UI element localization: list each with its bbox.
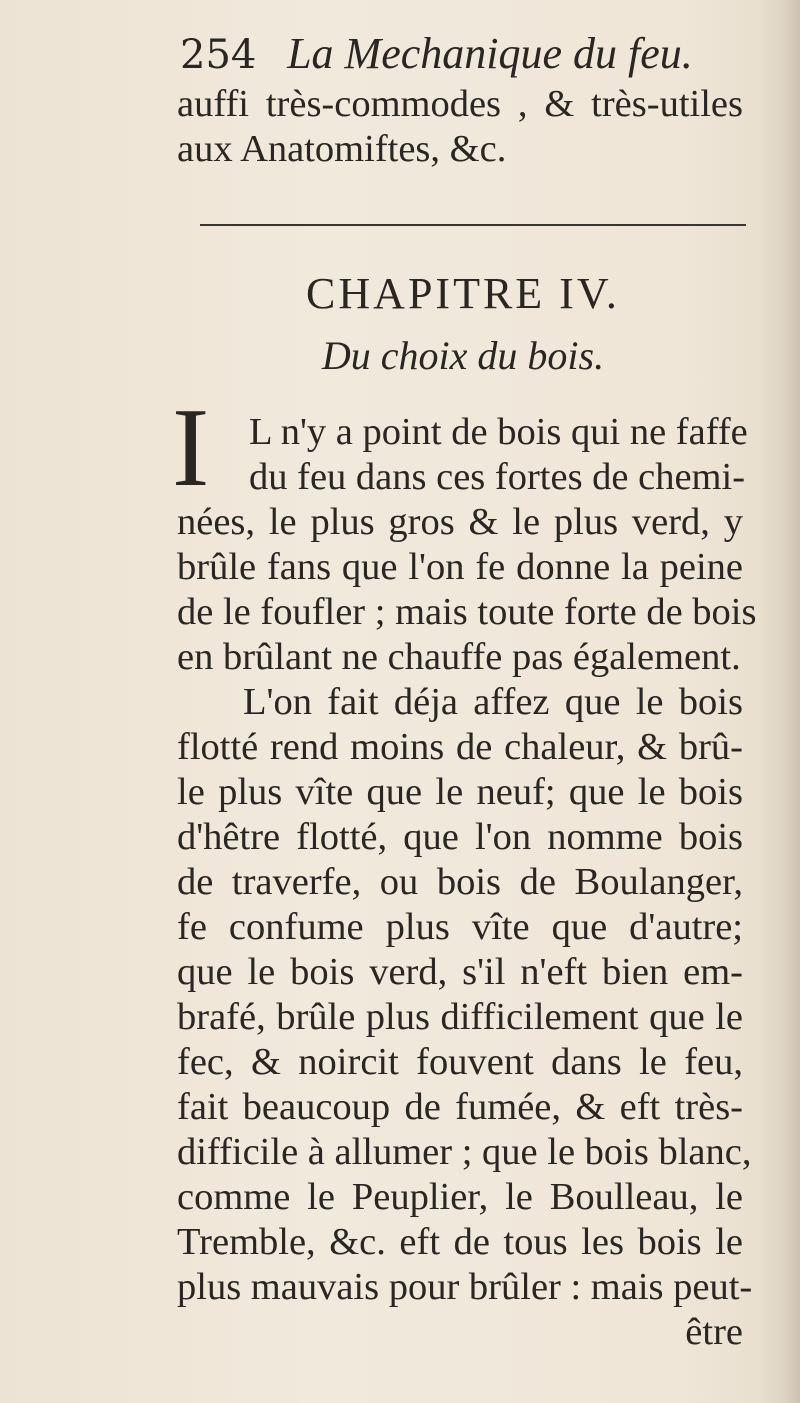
text-line: en brûlant ne chauffe pas également. — [177, 636, 741, 678]
text-line: du feu dans ces fortes de chemi- — [249, 456, 746, 498]
drop-cap: I — [172, 386, 210, 510]
body-text — [177, 500, 757, 1355]
text-line: nées, le plus gros & le plus verd, y — [177, 501, 743, 543]
text-line: de traverfe, ou bois de Boulanger, — [177, 861, 743, 903]
section-divider — [200, 224, 746, 226]
text-line: flotté rend moins de chaleur, & brû- — [177, 726, 743, 768]
text-line: d'hêtre flotté, que l'on nomme bois — [177, 816, 743, 858]
text-line: que le bois verd, s'il n'eft bien em- — [177, 951, 743, 993]
chapter-subtitle: Du choix du bois. — [321, 333, 605, 378]
page-number: 254 — [180, 32, 257, 78]
text-line: fe confume plus vîte que d'autre; — [177, 906, 743, 948]
running-head — [180, 30, 740, 79]
text-line: L n'y a point de bois qui ne faffe — [249, 411, 748, 453]
catchword: être — [685, 1311, 743, 1353]
text-line: difficile à allumer ; que le bois blanc, — [177, 1131, 752, 1173]
intro-text — [177, 82, 743, 172]
text-line: de le foufler ; mais toute forte de bois — [177, 591, 757, 633]
text-line: L'on fait déja affez que le bois — [243, 681, 743, 723]
text-line: le plus vîte que le neuf; que le bois — [177, 771, 743, 813]
text-line: auffi très-commodes , & très-utiles — [177, 83, 743, 125]
text-line: brafé, brûle plus difficilement que le — [177, 996, 743, 1038]
text-line: plus mauvais pour brûler : mais peut- — [177, 1266, 753, 1308]
first-paragraph-lines — [177, 410, 748, 500]
chapter-heading: CHAPITRE IV. — [306, 269, 620, 318]
text-line: fait beaucoup de fumée, & eft très- — [177, 1086, 743, 1128]
text-line: fec, & noircit fouvent dans le feu, — [177, 1041, 743, 1083]
running-title: La Mechanique du feu. — [287, 29, 693, 78]
page-edge-shadow — [758, 0, 800, 1403]
text-line: aux Anatomiftes, &c. — [177, 128, 507, 170]
text-line: brûle fans que l'on fe donne la peine — [177, 546, 743, 588]
text-line: Tremble, &c. eft de tous les bois le — [177, 1221, 743, 1263]
text-line: comme le Peuplier, le Boulleau, le — [177, 1176, 743, 1218]
